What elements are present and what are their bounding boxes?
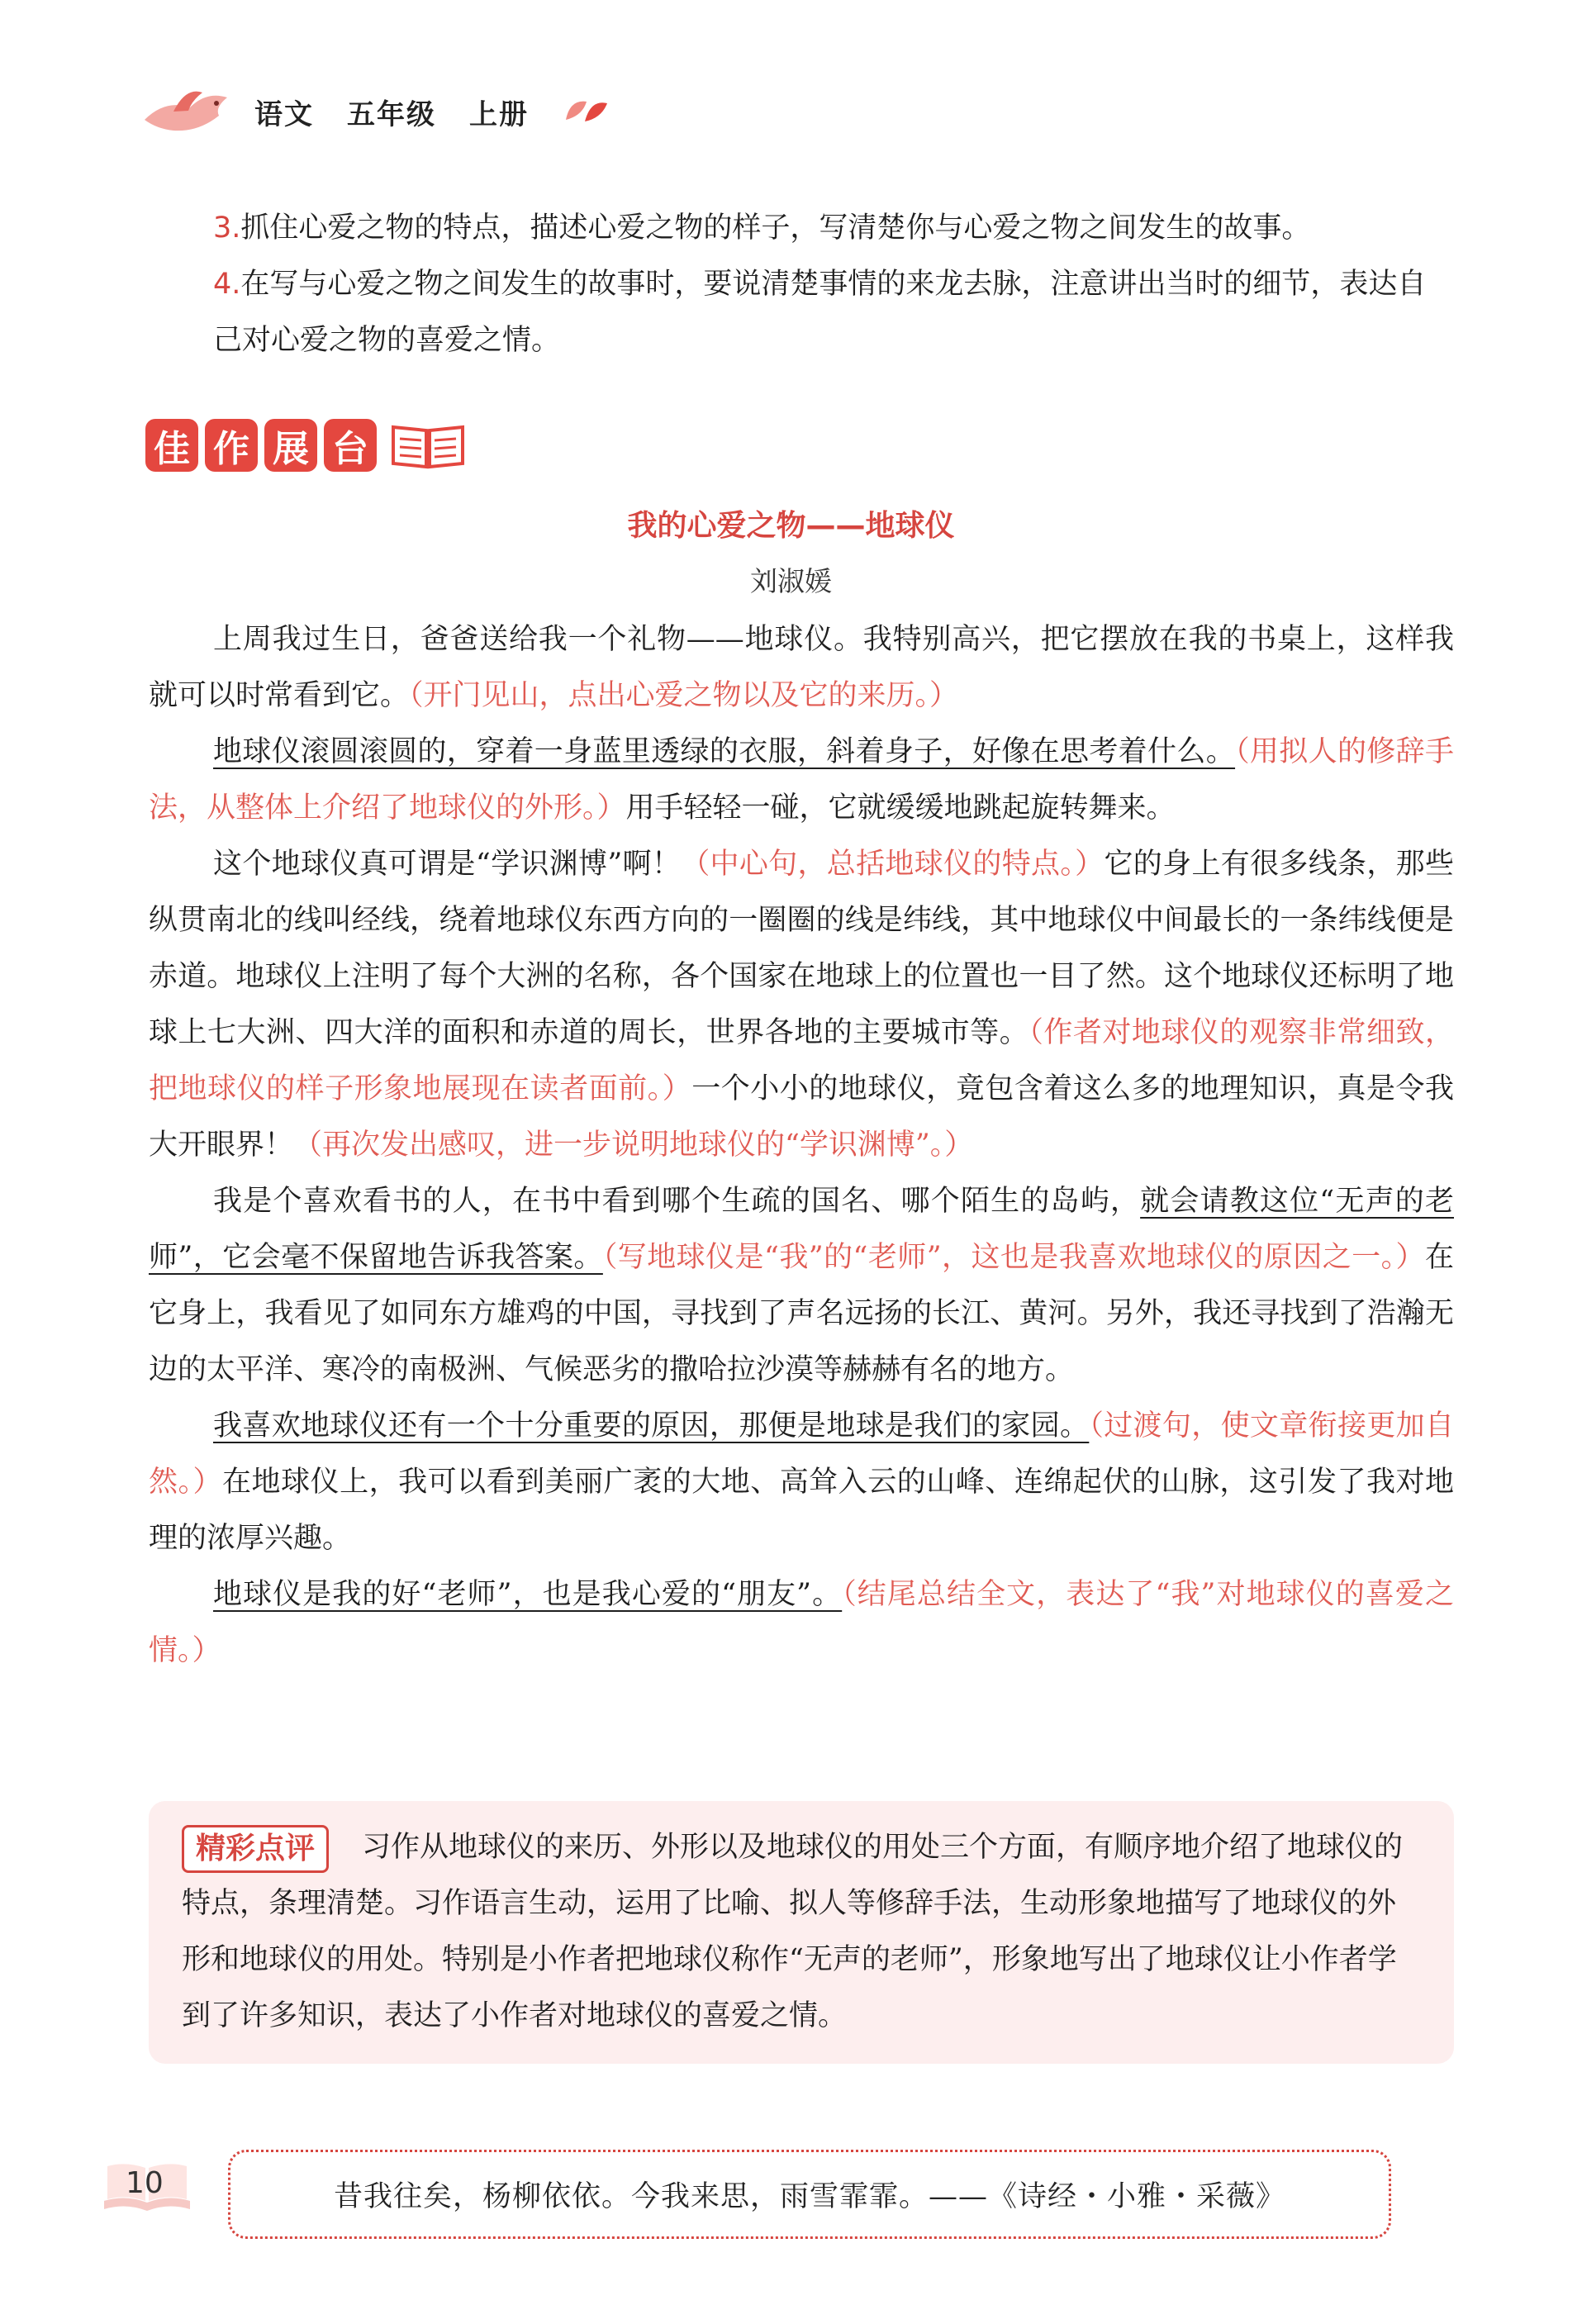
banner-char: 展 bbox=[264, 419, 317, 472]
tip-item-4: 4.在写与心爱之物之间发生的故事时，要说清楚事情的来龙去脉，注意讲出当时的细节，表达自己对心爱之物的喜爱之情。 bbox=[213, 268, 1427, 357]
underlined-sentence: 地球仪滚圆滚圆的，穿着一身蓝里透绿的衣服，斜着身子，好像在思考着什么。 bbox=[213, 735, 1236, 768]
essay-paragraph bbox=[149, 1566, 1454, 1679]
annotation: （用拟人的修辞手法，从整体上介绍了地球仪的外形。） bbox=[149, 735, 1454, 825]
footer-quote: 昔我往矣，杨柳依依。今我来思，雨雪霏霏。——《诗经・小雅・采薇》 bbox=[228, 2150, 1391, 2239]
header-volume: 上册 bbox=[469, 97, 529, 131]
essay-title: 我的心爱之物——地球仪 bbox=[627, 509, 955, 543]
review-text: 习作从地球仪的来历、外形以及地球仪的用处三个方面，有顺序地介绍了地球仪的特点，条理清楚。习作语言生动，运用了比喻、拟人等修辞手法，生动形象地描写了地球仪的外形和地球仪的用处。特别是小作者把地球仪称作“无声的老师”，形象地写出了地球仪让小作者学到了许多知识，表达了小作者对地球仪的喜爱之情。 bbox=[182, 1831, 1404, 2032]
annotation: （结尾总结全文，表达了“我”对地球仪的喜爱之情。） bbox=[149, 1578, 1454, 1667]
banner-char: 台 bbox=[324, 419, 377, 472]
annotation: （过渡句，使文章衔接更加自然。） bbox=[149, 1409, 1454, 1499]
annotation: （开门见山，点出心爱之物以及它的来历。） bbox=[409, 679, 959, 712]
page-number: 10 bbox=[126, 2166, 164, 2200]
essay-paragraph: 上周我过生日，爸爸送给我一个礼物——地球仪。我特别高兴，把它摆放在我的书桌上，这样我就可以时常看到它。（开门见山，点出心爱之物以及它的来历。） bbox=[149, 623, 1454, 712]
essay-paragraph: 这个地球仪真可谓是“学识渊博”啊！（中心句，总括地球仪的特点。）它的身上有很多线条，那些纵贯南北的线叫经线，绕着地球仪东西方向的一圈圈的线是纬线，其中地球仪中间最长的一条纬线便是赤道。地球仪上注明了每个大洲的名称，各个国家在地球上的位置也一目了然。这个地球仪还标明了地球上七大洲、四大洋的面积和赤道的周长，世界各地的主要城市等。（作者对地球仪的观察非常细致，把地球仪的样子形象地展现在读者面前。）一个小小的地球仪，竟包含着这么多的地理知识，真是令我大开眼界！（再次发出感叹，进一步说明地球仪的“学识渊博”。） bbox=[149, 848, 1454, 1162]
annotation: （作者对地球仪的观察非常细致，把地球仪的样子形象地展现在读者面前。） bbox=[149, 1016, 1454, 1105]
review-box bbox=[149, 1801, 1454, 2064]
underlined-sentence: 就会请教这位“无声的老师”，它会毫不保留地告诉我答案。 bbox=[149, 1185, 1454, 1274]
page-header bbox=[140, 78, 611, 145]
essay-author: 刘淑媛 bbox=[750, 565, 832, 597]
essay-paragraph: 地球仪滚圆滚圆的，穿着一身蓝里透绿的衣服，斜着身子，好像在思考着什么。（用拟人的修辞手法，从整体上介绍了地球仪的外形。）用手轻轻一碰，它就缓缓地跳起旋转舞来。 bbox=[149, 735, 1454, 825]
header-subject: 语文 bbox=[254, 97, 314, 131]
banner-char: 作 bbox=[205, 419, 258, 472]
leaf-icon bbox=[562, 95, 611, 128]
review-tag: 精彩点评 bbox=[182, 1825, 329, 1873]
writing-tips bbox=[149, 200, 1454, 368]
annotation: （再次发出感叹，进一步说明地球仪的“学识渊博”。） bbox=[293, 1129, 974, 1162]
section-banner bbox=[145, 417, 468, 473]
page-number-badge bbox=[101, 2158, 193, 2214]
essay-paragraph: 我喜欢地球仪还有一个十分重要的原因，那便是地球是我们的家园。（过渡句，使文章衔接更加自然。）在地球仪上，我可以看到美丽广袤的大地、高耸入云的山峰、连绵起伏的山脉，这引发了我对地理的浓厚兴趣。 bbox=[149, 1409, 1454, 1555]
header-grade: 五年级 bbox=[347, 97, 436, 131]
underlined-sentence: 我喜欢地球仪还有一个十分重要的原因，那便是地球是我们的家园。 bbox=[213, 1409, 1090, 1442]
essay-body bbox=[149, 611, 1454, 1679]
bird-icon bbox=[140, 83, 240, 140]
book-icon bbox=[388, 419, 468, 472]
annotation: （中心句，总括地球仪的特点。） bbox=[681, 848, 1105, 881]
tip-item-3: 3.抓住心爱之物的特点，描述心爱之物的样子，写清楚你与心爱之物之间发生的故事。 bbox=[213, 211, 1311, 245]
underlined-sentence: 地球仪是我的好“老师”，也是我心爱的“朋友”。 bbox=[213, 1578, 843, 1611]
annotation: （写地球仪是“我”的“老师”，这也是我喜欢地球仪的原因之一。） bbox=[602, 1241, 1425, 1274]
banner-char: 佳 bbox=[145, 419, 198, 472]
essay-paragraph: 我是个喜欢看书的人，在书中看到哪个生疏的国名、哪个陌生的岛屿，就会请教这位“无声的老师”，它会毫不保留地告诉我答案。（写地球仪是“我”的“老师”，这也是我喜欢地球仪的原因之一。）在它身上，我看见了如同东方雄鸡的中国，寻找到了声名远扬的长江、黄河。另外，我还寻找到了浩瀚无边的太平洋、寒冷的南极洲、气候恶劣的撒哈拉沙漠等赫赫有名的地方。 bbox=[149, 1185, 1454, 1386]
